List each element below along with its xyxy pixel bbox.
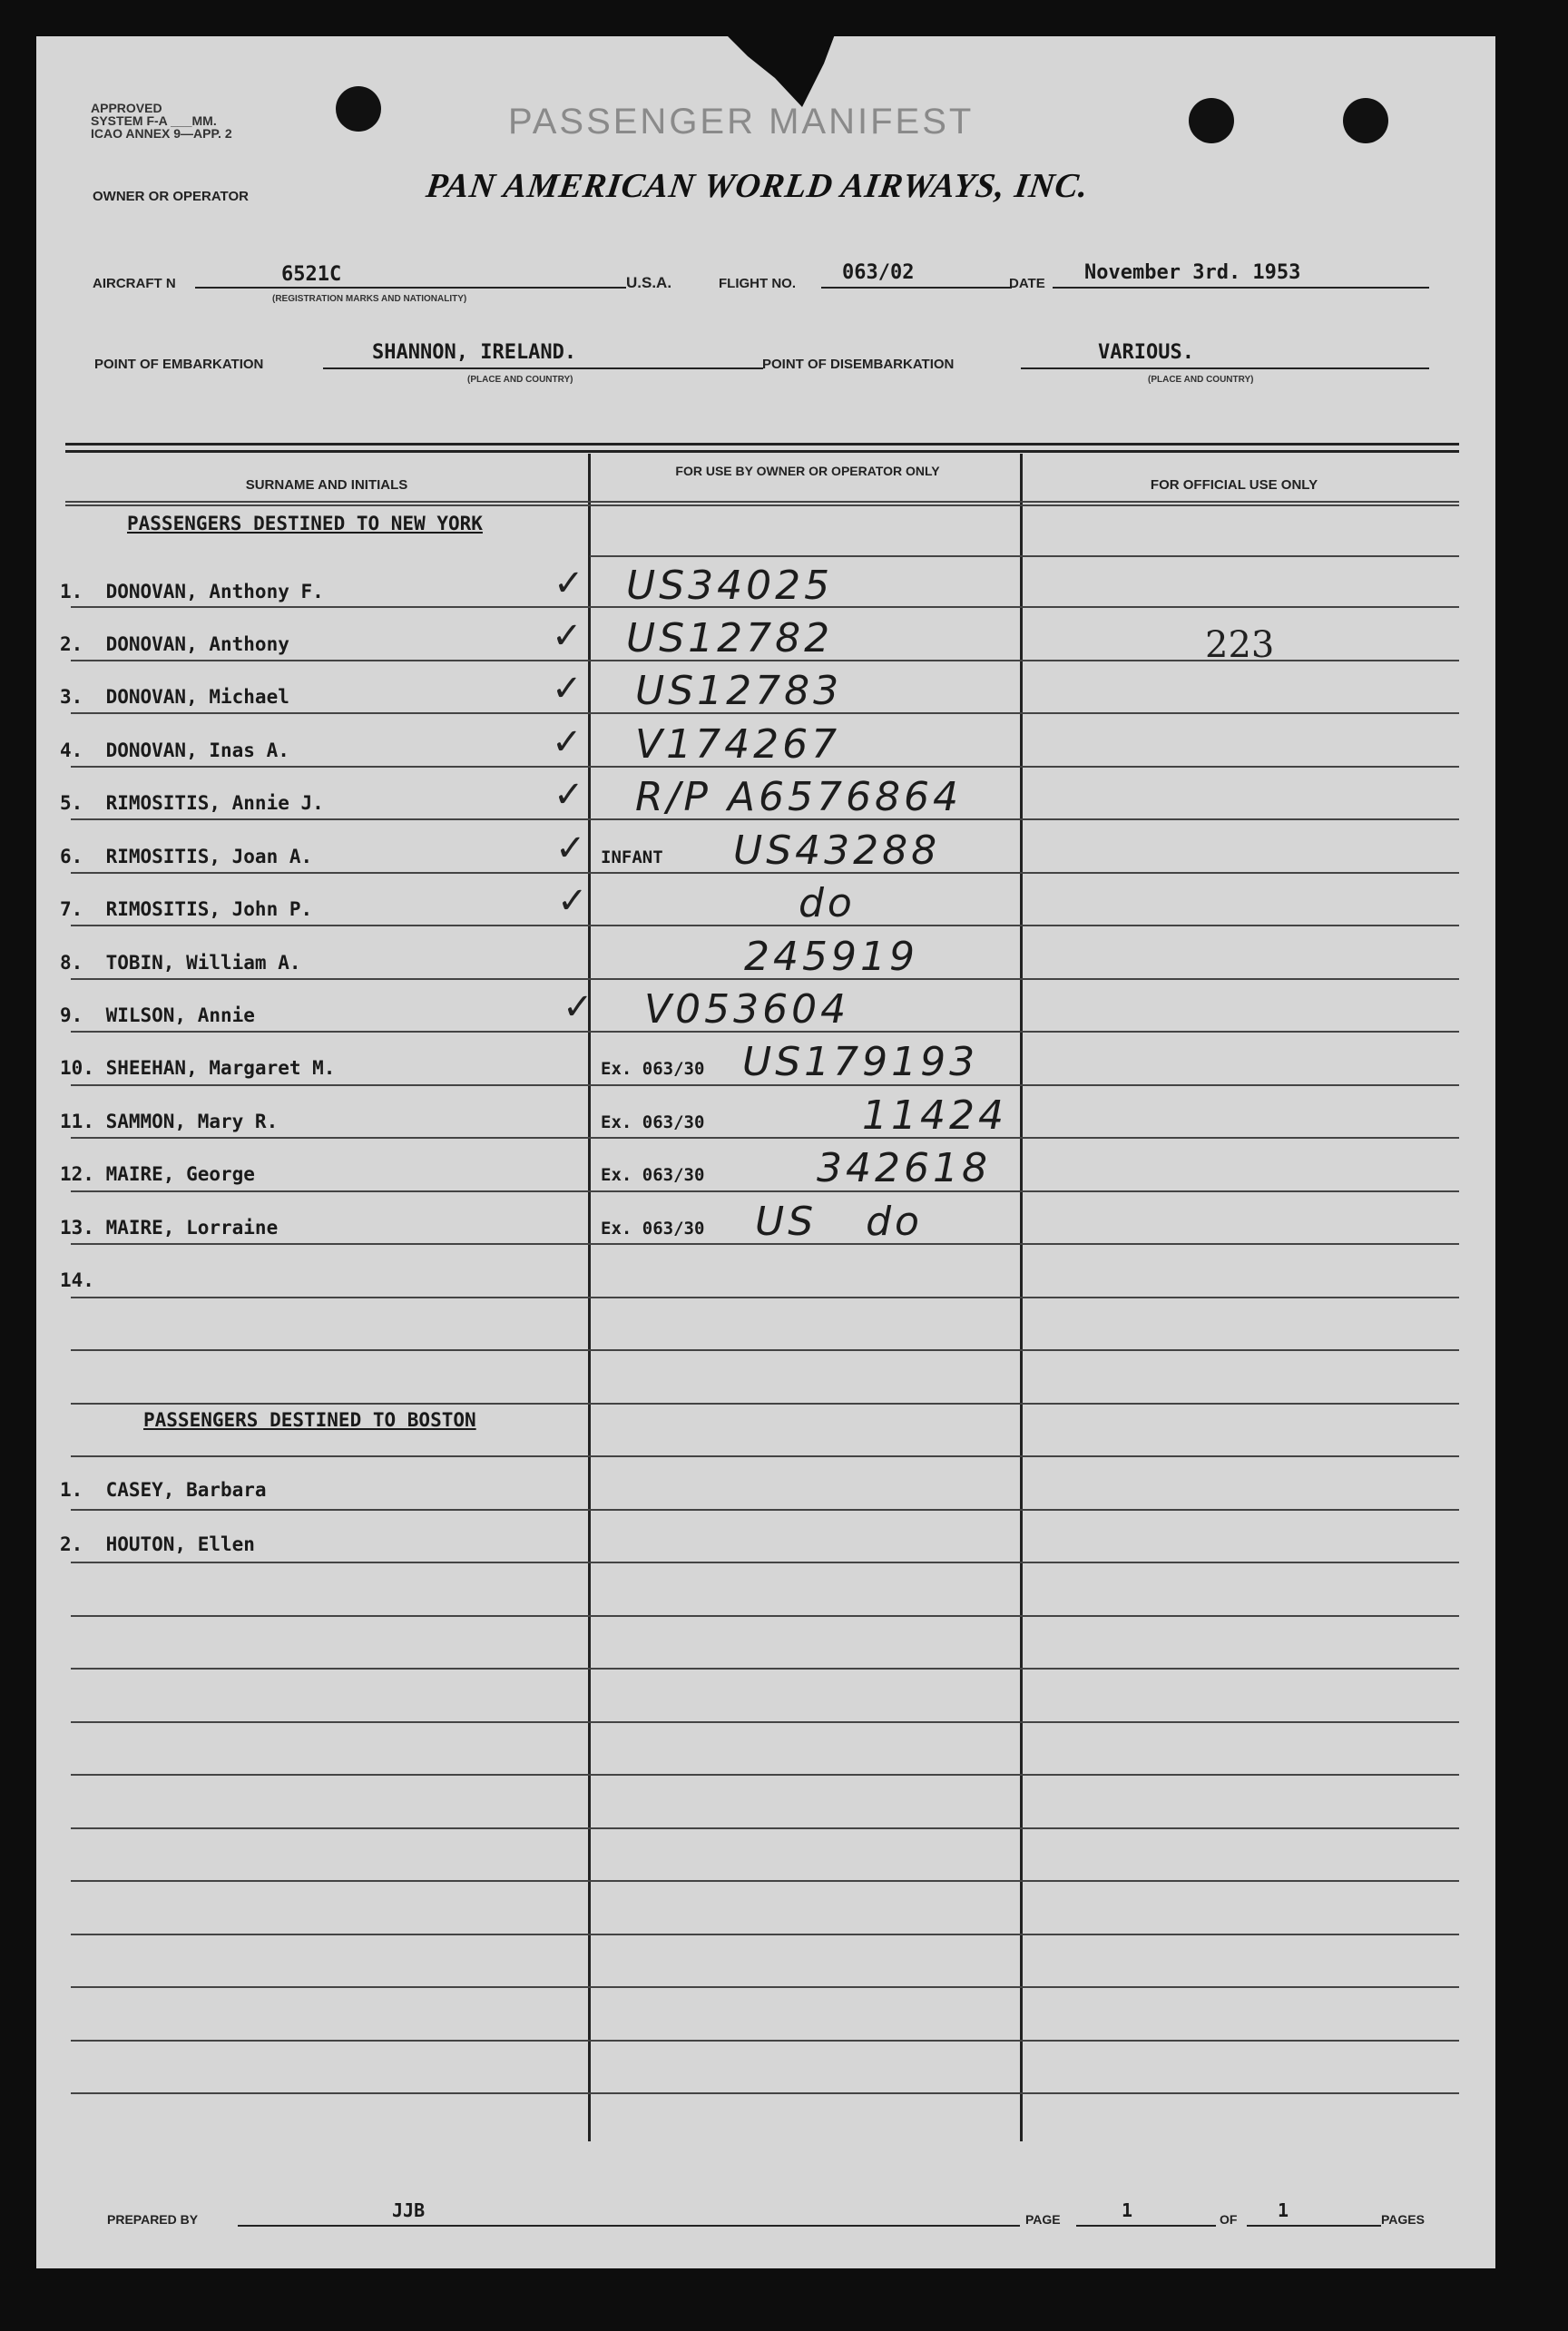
operator-name: PAN AMERICAN WORLD AIRWAYS, INC. bbox=[424, 167, 1092, 205]
disembarkation-underline bbox=[1021, 367, 1429, 369]
registration-note: (REGISTRATION MARKS AND NATIONALITY) bbox=[272, 294, 467, 304]
passenger-name: 2. DONOVAN, Anthony bbox=[60, 633, 289, 655]
passenger-name: 14. bbox=[60, 1269, 94, 1291]
passenger-name: 5. RIMOSITIS, Annie J. bbox=[60, 792, 324, 814]
date-value: November 3rd. 1953 bbox=[1084, 261, 1301, 284]
row-line bbox=[71, 1562, 1459, 1563]
passenger-name: 13. MAIRE, Lorraine bbox=[60, 1217, 279, 1239]
row-line bbox=[71, 1880, 1459, 1882]
of-label: OF bbox=[1220, 2212, 1238, 2227]
pages-label: PAGES bbox=[1381, 2212, 1425, 2227]
date-underline bbox=[1053, 287, 1429, 289]
flight-value: 063/02 bbox=[842, 261, 915, 284]
aircraft-value: 6521C bbox=[281, 263, 342, 286]
row-line bbox=[71, 1721, 1459, 1723]
passenger-note: INFANT bbox=[601, 847, 663, 867]
approved-line: APPROVED bbox=[91, 101, 162, 115]
passenger-name: 8. TOBIN, William A. bbox=[60, 952, 301, 974]
handwritten-passport-number: V174267 bbox=[635, 721, 841, 768]
aircraft-underline bbox=[195, 287, 626, 289]
row-line bbox=[71, 1774, 1459, 1776]
handwritten-passport-number: US34025 bbox=[626, 563, 834, 609]
row-line bbox=[71, 1349, 1459, 1351]
row-line bbox=[71, 1190, 1459, 1192]
check-mark: ✓ bbox=[552, 721, 583, 763]
row-line bbox=[71, 1827, 1459, 1829]
official-number: 223 bbox=[1205, 624, 1275, 666]
section-heading-new-york: PASSENGERS DESTINED TO NEW YORK bbox=[127, 513, 483, 534]
row-line bbox=[71, 1986, 1459, 1988]
disembarkation-value: VARIOUS. bbox=[1098, 341, 1194, 364]
row-line bbox=[71, 1455, 1459, 1457]
row-line bbox=[71, 1137, 1459, 1139]
place-note: (PLACE AND COUNTRY) bbox=[1148, 375, 1254, 385]
handwritten-passport-number: 342618 bbox=[817, 1145, 991, 1191]
handwritten-passport-number: US12783 bbox=[635, 668, 843, 714]
embarkation-underline bbox=[323, 367, 763, 369]
approved-line: SYSTEM F-A ___MM. bbox=[91, 113, 217, 128]
row-line bbox=[71, 1403, 1459, 1405]
page-value: 1 bbox=[1122, 2199, 1133, 2221]
handwritten-passport-number: US do bbox=[755, 1199, 923, 1245]
approval-stamp bbox=[91, 102, 232, 140]
official-column-header: FOR OFFICIAL USE ONLY bbox=[1150, 477, 1318, 493]
of-value: 1 bbox=[1278, 2199, 1289, 2221]
passenger-name: 12. MAIRE, George bbox=[60, 1163, 255, 1185]
check-mark: ✓ bbox=[555, 828, 586, 869]
nationality: U.S.A. bbox=[626, 274, 672, 291]
check-mark: ✓ bbox=[552, 668, 583, 710]
punch-hole bbox=[1343, 98, 1388, 143]
flight-label: FLIGHT NO. bbox=[719, 276, 796, 291]
passenger-name: 3. DONOVAN, Michael bbox=[60, 686, 289, 708]
handwritten-passport-number: R/P A6576864 bbox=[635, 774, 962, 820]
passenger-name: 10. SHEEHAN, Margaret M. bbox=[60, 1057, 336, 1079]
passenger-name: 1. DONOVAN, Anthony F. bbox=[60, 581, 324, 602]
passenger-name: 11. SAMMON, Mary R. bbox=[60, 1111, 279, 1132]
row-line bbox=[71, 1934, 1459, 1935]
aircraft-label: AIRCRAFT N bbox=[93, 276, 176, 291]
passenger-name: 7. RIMOSITIS, John P. bbox=[60, 898, 313, 920]
handwritten-passport-number: 245919 bbox=[744, 934, 918, 980]
page-underline bbox=[1076, 2225, 1216, 2227]
row-line bbox=[71, 1297, 1459, 1298]
passenger-note: Ex. 063/30 bbox=[601, 1059, 705, 1079]
passenger-name: 1. CASEY, Barbara bbox=[60, 1479, 267, 1501]
passenger-name: 9. WILSON, Annie bbox=[60, 1004, 255, 1026]
row-line bbox=[71, 1509, 1459, 1511]
approved-line: ICAO ANNEX 9—APP. 2 bbox=[91, 126, 232, 141]
row-line bbox=[71, 1615, 1459, 1617]
check-mark: ✓ bbox=[557, 880, 588, 922]
embarkation-value: SHANNON, IRELAND. bbox=[372, 341, 577, 364]
section-heading-boston: PASSENGERS DESTINED TO BOSTON bbox=[143, 1409, 476, 1431]
row-line bbox=[65, 504, 1459, 506]
row-line bbox=[65, 501, 1459, 503]
passenger-note: Ex. 063/30 bbox=[601, 1165, 705, 1185]
handwritten-passport-number: US12782 bbox=[626, 615, 834, 661]
row-line bbox=[590, 555, 1459, 557]
name-column-header: SURNAME AND INITIALS bbox=[245, 477, 408, 493]
embarkation-label: POINT OF EMBARKATION bbox=[94, 357, 264, 372]
punch-hole bbox=[336, 86, 381, 132]
owner-label: OWNER OR OPERATOR bbox=[93, 189, 249, 204]
handwritten-passport-number: US179193 bbox=[742, 1039, 979, 1085]
check-mark: ✓ bbox=[563, 986, 593, 1028]
place-note: (PLACE AND COUNTRY) bbox=[467, 375, 573, 385]
punch-hole bbox=[1189, 98, 1234, 143]
row-line bbox=[71, 2040, 1459, 2042]
passenger-note: Ex. 063/30 bbox=[601, 1112, 705, 1132]
row-line bbox=[71, 925, 1459, 926]
disembarkation-label: POINT OF DISEMBARKATION bbox=[762, 357, 955, 372]
check-mark: ✓ bbox=[552, 615, 583, 657]
row-line bbox=[71, 2092, 1459, 2094]
table-top-rule bbox=[65, 450, 1459, 453]
handwritten-passport-number: US43288 bbox=[733, 828, 941, 874]
check-mark: ✓ bbox=[554, 774, 584, 816]
handwritten-passport-number: 11424 bbox=[862, 1092, 1007, 1139]
page-label: PAGE bbox=[1025, 2212, 1061, 2227]
prepared-by-value: JJB bbox=[392, 2199, 426, 2221]
prepared-by-label: PREPARED BY bbox=[107, 2212, 199, 2227]
passenger-name: 6. RIMOSITIS, Joan A. bbox=[60, 846, 313, 867]
check-mark: ✓ bbox=[554, 563, 584, 604]
row-line bbox=[71, 1668, 1459, 1670]
passenger-name: 2. HOUTON, Ellen bbox=[60, 1533, 255, 1555]
handwritten-passport-number: do bbox=[799, 880, 856, 926]
handwritten-passport-number: V053604 bbox=[644, 986, 850, 1033]
date-label: DATE bbox=[1009, 276, 1045, 291]
document-title: PASSENGER MANIFEST bbox=[508, 102, 975, 142]
flight-underline bbox=[821, 287, 1012, 289]
passenger-note: Ex. 063/30 bbox=[601, 1219, 705, 1239]
passenger-name: 4. DONOVAN, Inas A. bbox=[60, 739, 289, 761]
owner-column-header: FOR USE BY OWNER OR OPERATOR ONLY bbox=[675, 464, 940, 478]
table-top-rule bbox=[65, 443, 1459, 446]
of-underline bbox=[1247, 2225, 1381, 2227]
prepared-underline bbox=[238, 2225, 1020, 2227]
